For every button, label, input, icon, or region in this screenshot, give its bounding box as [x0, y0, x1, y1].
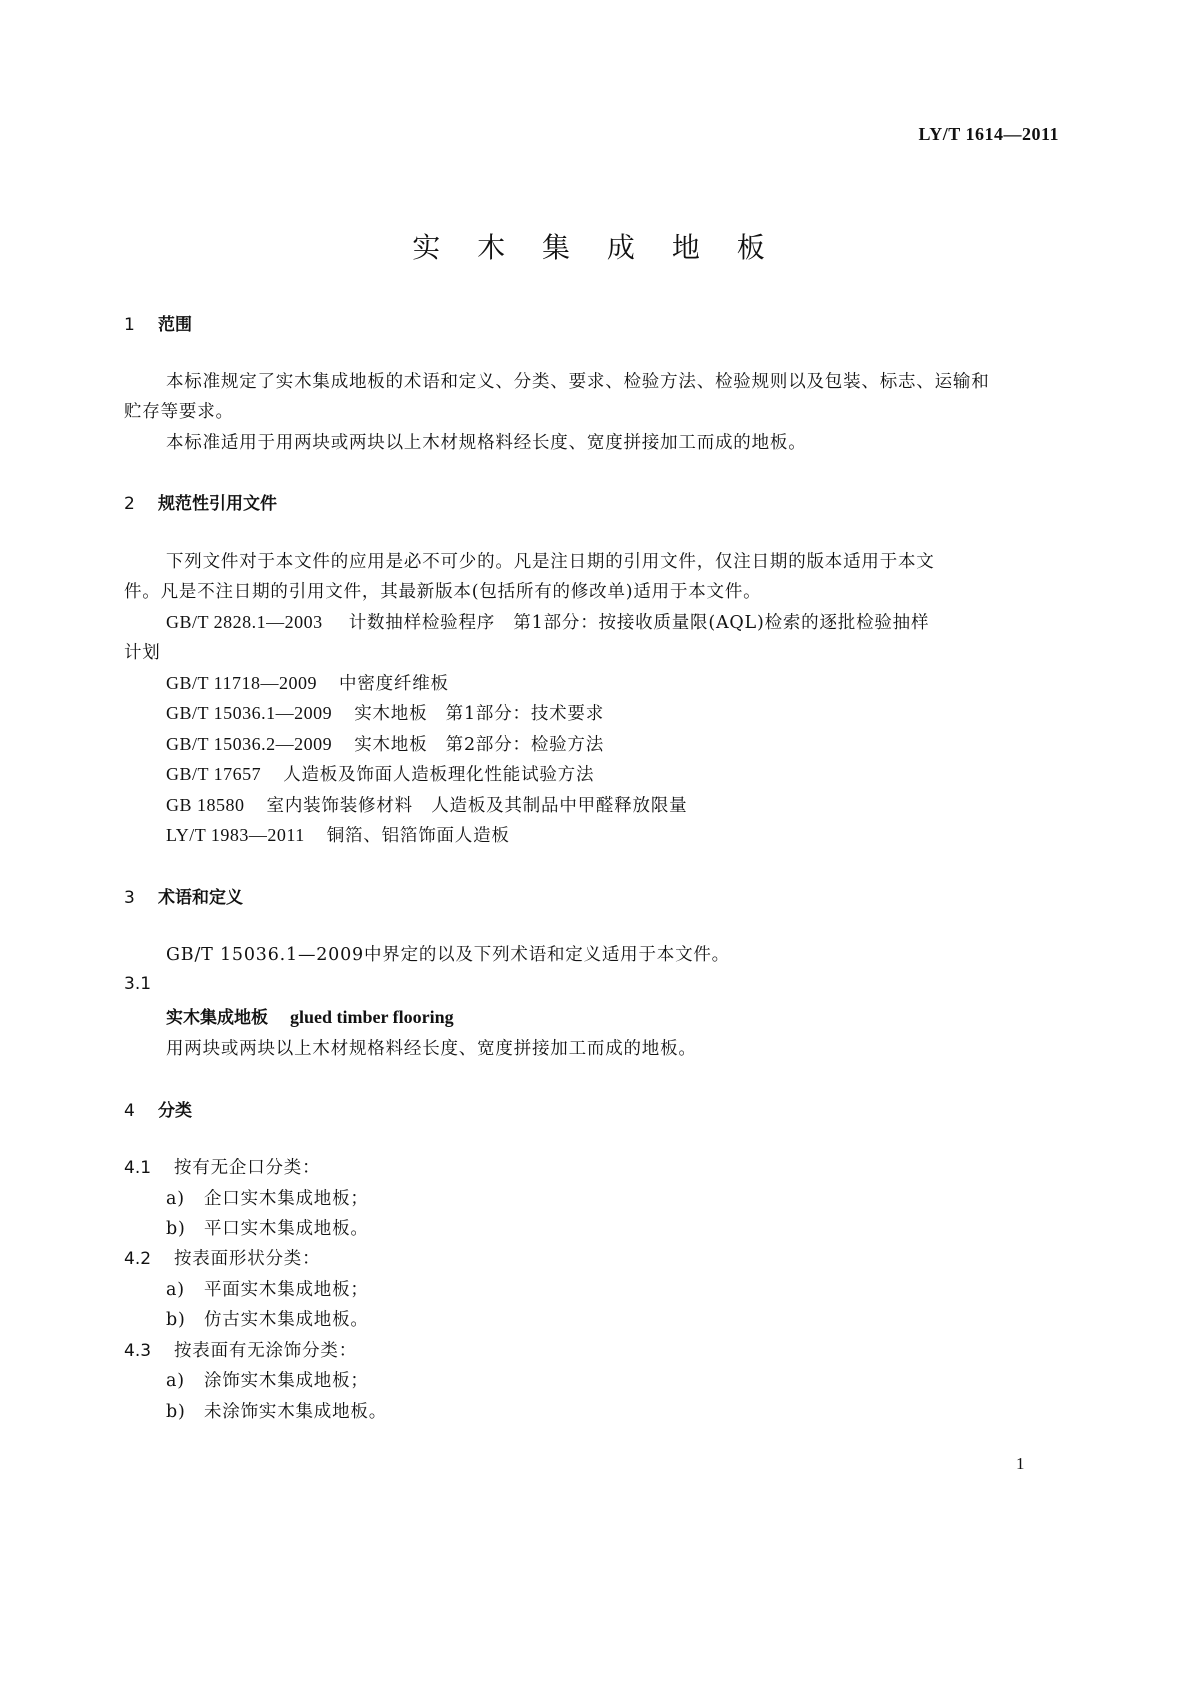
- reference-title: 计数抽样检验程序 第1部分：按接收质量限(AQL)检索的逐批检验抽样: [348, 613, 930, 633]
- reference-code: GB/T 17657: [166, 764, 262, 784]
- subclause-number: 3.1: [124, 974, 152, 994]
- section-title: 规范性引用文件: [158, 494, 277, 514]
- list-text: 未涂饰实木集成地板。: [204, 1402, 387, 1422]
- term-chinese: 实木集成地板: [166, 1008, 268, 1028]
- reference-title: 室内装饰装修材料 人造板及其制品中甲醛释放限量: [266, 796, 688, 816]
- list-marker: b): [166, 1310, 186, 1330]
- list-text: 企口实木集成地板；: [204, 1189, 369, 1209]
- reference-item: [166, 670, 449, 695]
- reference-code: GB/T 15036.1—2009: [166, 703, 333, 723]
- reference-title: 实木地板 第1部分：技术要求: [354, 704, 605, 724]
- section-number: 1: [124, 315, 135, 335]
- section-number: 2: [124, 494, 135, 514]
- paragraph-line: 本标准规定了实木集成地板的术语和定义、分类、要求、检验方法、检验规则以及包装、标志、运输和: [166, 372, 990, 392]
- page-number: 1: [1016, 1454, 1025, 1473]
- list-item: [166, 1185, 369, 1210]
- list-marker: a): [166, 1371, 185, 1391]
- list-item: [166, 1215, 369, 1240]
- subclause-number: 4.2: [124, 1249, 152, 1269]
- section-3-heading: [124, 883, 243, 908]
- reference-item: [166, 731, 604, 756]
- section-title: 分类: [158, 1101, 192, 1121]
- term-entry: [166, 1003, 454, 1028]
- standard-code: LY/T 1614—2011: [918, 124, 1059, 144]
- paragraph-line: 件。凡是不注日期的引用文件，其最新版本(包括所有的修改单)适用于本文件。: [124, 582, 762, 602]
- list-marker: a): [166, 1280, 185, 1300]
- section-number: 3: [124, 888, 135, 908]
- list-marker: b): [166, 1219, 186, 1239]
- reference-title: 实木地板 第2部分：检验方法: [354, 735, 605, 755]
- section-1-heading: [124, 310, 192, 335]
- reference-item: [166, 609, 929, 634]
- reference-title: 人造板及饰面人造板理化性能试验方法: [283, 765, 595, 785]
- paragraph-line: 本标准适用于用两块或两块以上木材规格料经长度、宽度拼接加工而成的地板。: [166, 433, 807, 453]
- subclause-number: 4.1: [124, 1158, 152, 1178]
- section-title: 术语和定义: [158, 888, 243, 908]
- term-definition: 用两块或两块以上木材规格料经长度、宽度拼接加工而成的地板。: [166, 1039, 697, 1059]
- list-item: [166, 1276, 369, 1301]
- section-4-heading: [124, 1096, 192, 1121]
- reference-item: [166, 761, 594, 786]
- reference-code: GB/T 11718—2009: [166, 673, 318, 693]
- classification-title: 按有无企口分类：: [174, 1158, 321, 1178]
- classification-group: [124, 1245, 320, 1270]
- list-item: [166, 1398, 387, 1423]
- list-marker: b): [166, 1402, 186, 1422]
- reference-item: [166, 792, 687, 817]
- reference-title: 铜箔、铝箔饰面人造板: [326, 826, 510, 846]
- classification-group: [124, 1337, 357, 1362]
- reference-item: [166, 700, 604, 725]
- list-marker: a): [166, 1189, 185, 1209]
- classification-title: 按表面有无涂饰分类：: [174, 1341, 357, 1361]
- section-title: 范围: [158, 315, 192, 335]
- document-title: 实 木 集 成 地 板: [412, 231, 779, 264]
- reference-title: 中密度纤维板: [339, 674, 449, 694]
- list-item: [166, 1306, 369, 1331]
- list-text: 涂饰实木集成地板；: [204, 1371, 369, 1391]
- paragraph-line: 下列文件对于本文件的应用是必不可少的。凡是注日期的引用文件，仅注日期的版本适用于本文: [166, 552, 935, 572]
- list-item: [166, 1367, 369, 1392]
- list-text: 平面实木集成地板；: [204, 1280, 369, 1300]
- section-number: 4: [124, 1101, 135, 1121]
- list-text: 仿古实木集成地板。: [204, 1310, 369, 1330]
- paragraph-line: 贮存等要求。: [124, 402, 234, 422]
- classification-title: 按表面形状分类：: [174, 1249, 321, 1269]
- reference-code: LY/T 1983—2011: [166, 825, 305, 845]
- paragraph-line: GB/T 15036.1—2009中界定的以及下列术语和定义适用于本文件。: [166, 945, 730, 965]
- subclause-number: 4.3: [124, 1341, 152, 1361]
- list-text: 平口实木集成地板。: [204, 1219, 369, 1239]
- reference-code: GB/T 2828.1—2003: [166, 612, 323, 632]
- reference-code: GB 18580: [166, 795, 245, 815]
- reference-item: [166, 822, 510, 847]
- classification-group: [124, 1154, 320, 1179]
- reference-code: GB/T 15036.2—2009: [166, 734, 333, 754]
- section-2-heading: [124, 489, 277, 514]
- reference-continuation: 计划: [124, 643, 161, 663]
- term-english: glued timber flooring: [290, 1007, 454, 1027]
